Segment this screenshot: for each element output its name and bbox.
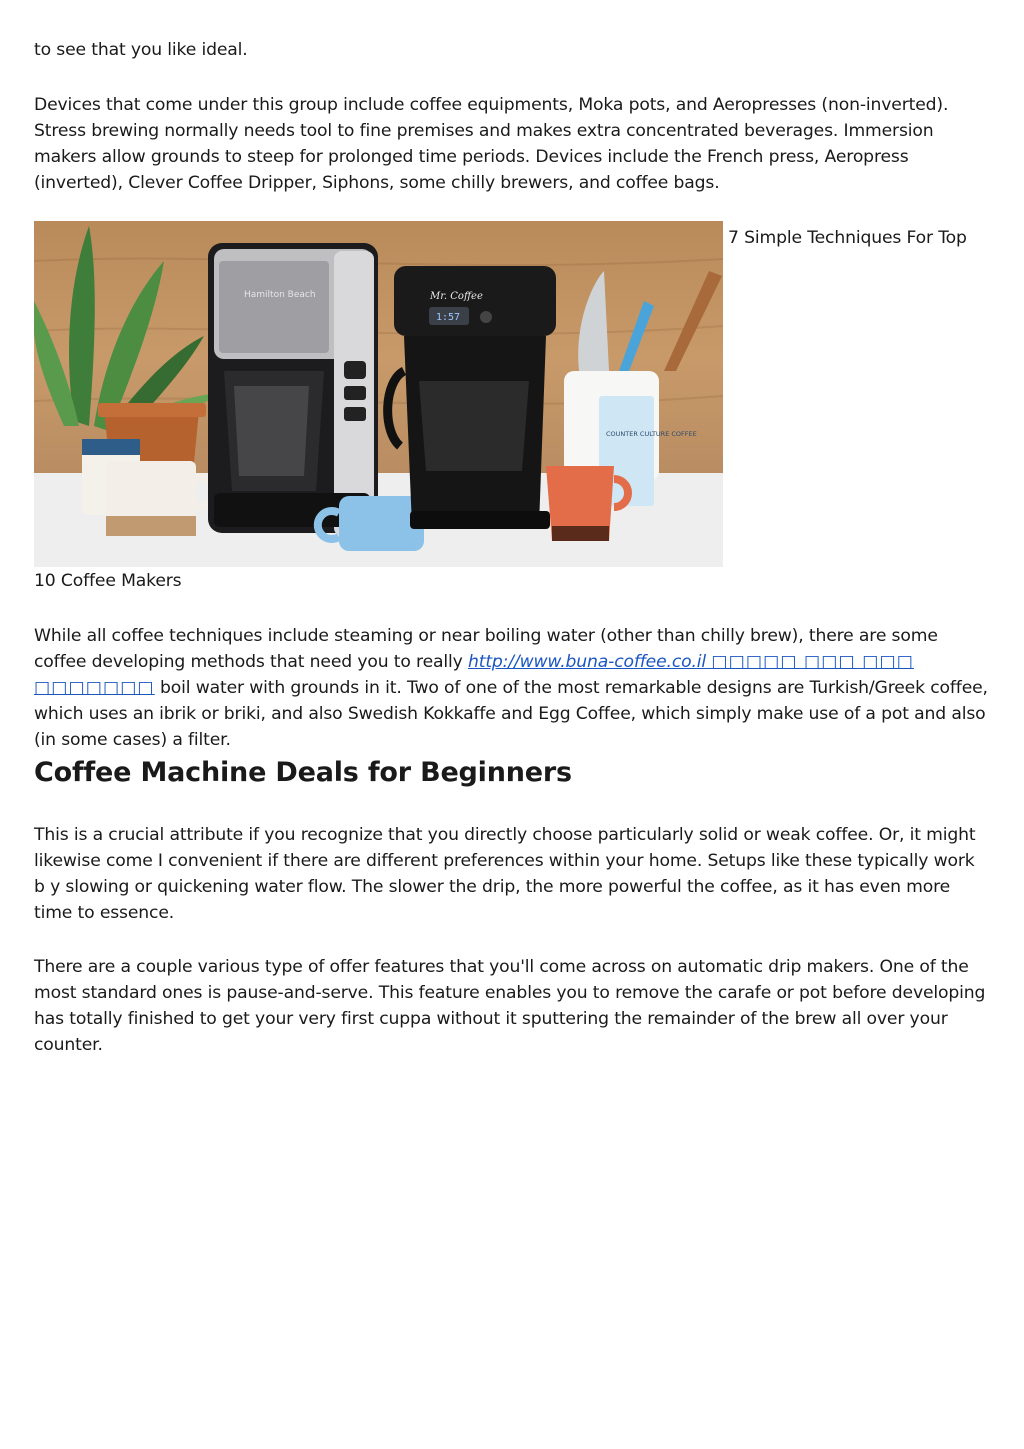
bag-label-text: COUNTER CULTURE COFFEE: [606, 430, 697, 438]
paragraph-methods-after: boil water with grounds in it. Two of one of the most remarkable designs are Turkish/Greek coffee, which uses an ibrik or briki, and also Swedish Kokkaffe and Egg Coffee, which simply make use of a pot and also (in some cases) a filter.: [34, 678, 988, 750]
link-unrendered-text: □□□□□ □□□ □□□ □□□□□□□: [34, 652, 914, 698]
figure-row: [34, 221, 990, 567]
link-url-text: http://www.buna-coffee.co.il: [467, 652, 707, 672]
figure-caption-right: 7 Simple Techniques For Top: [728, 228, 967, 248]
paragraph-intro: to see that you like ideal.: [34, 40, 248, 60]
brand-left-text: Hamilton Beach: [244, 290, 316, 300]
paragraph-methods-before: While all coffee techniques include steaming or near boiling water (other than chilly brew), there are some coffee developing methods that need you to really: [34, 626, 938, 672]
coffee-makers-photo: [34, 221, 723, 567]
brand-right-text: Mr. Coffee: [430, 291, 483, 302]
paragraph-pause-serve: There are a couple various type of offer features that you'll come across on automatic drip makers. One of the most standard ones is pause-and-serve. This feature enables you to remove the carafe or pot before developing has totally finished to get your very first cuppa without it sputtering the remainder of the brew all over your counter.: [34, 957, 986, 1055]
figure-caption-below: 10 Coffee Makers: [34, 571, 182, 591]
paragraph-strength: This is a crucial attribute if you recognize that you directly choose particularly solid or weak coffee. Or, it might likewise come I convenient if there are different preferences within your home. Setups like these typically work b y slowing or quickening water flow. The slower the drip, the more powerful the coffee, as it has even more time to essence.: [34, 825, 976, 923]
clock-display: 1:57: [436, 312, 461, 323]
paragraph-methods: [34, 623, 990, 753]
section-heading: Coffee Machine Deals for Beginners: [34, 757, 572, 788]
paragraph-devices: Devices that come under this group include coffee equipments, Moka pots, and Aeropresses (non-inverted). Stress brewing normally needs tool to fine premises and makes extra concentrated beverages. Immersion makers allow grounds to steep for prolonged time periods. Devices include the French press, Aeropress (inverted), Clever Coffee Dripper, Siphons, some chilly brewers, and coffee bags.: [34, 95, 949, 193]
